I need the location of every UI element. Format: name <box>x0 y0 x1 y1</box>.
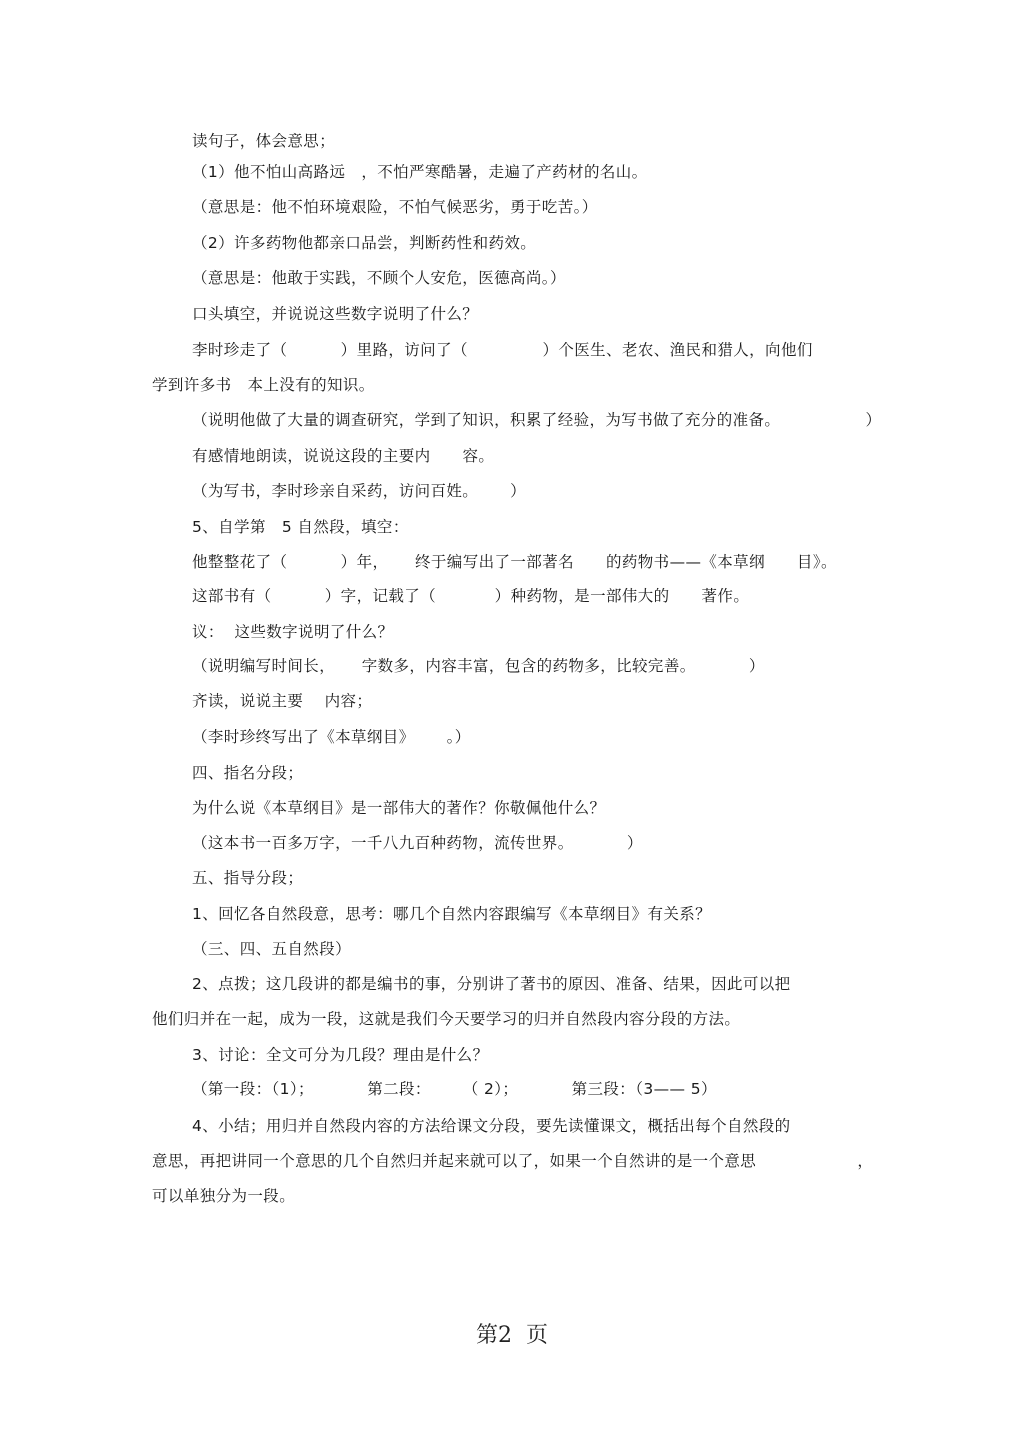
text-line-14: 这部书有（ ）字，记载了（ ）种药物，是一部伟大的 著作。 <box>192 587 750 605</box>
text-line-25: 2、点拨；这几段讲的都是编书的事，分别讲了著书的原因、准备、结果，因此可以把 <box>192 975 791 993</box>
text-line-30: 意思，再把讲同一个意思的几个自然归并起来就可以了，如果一个自然讲的是一个意思 ， <box>152 1152 874 1170</box>
text-line-26: 他们归并在一起，成为一段，这就是我们今天要学习的归并自然段内容分段的方法。 <box>152 1010 741 1028</box>
text-line-19: 四、指名分段； <box>192 764 304 782</box>
text-line-9: （说明他做了大量的调查研究，学到了知识，积累了经验，为写书做了充分的准备。 ） <box>192 411 882 429</box>
text-line-1: 读句子，体会意思； <box>192 132 336 150</box>
text-line-2: （1）他不怕山高路远 ，不怕严寒酷暑，走遍了产药材的名山。 <box>192 163 648 181</box>
text-line-27: 3、讨论：全文可分为几段？理由是什么？ <box>192 1046 489 1064</box>
text-line-4: （2）许多药物他都亲口品尝，判断药性和药效。 <box>192 234 537 252</box>
text-line-3: （意思是：他不怕环境艰险，不怕气候恶劣，勇于吃苦。） <box>192 198 598 216</box>
text-line-18: （李时珍终写出了《本草纲目》 。） <box>192 728 471 746</box>
text-line-10: 有感情地朗读，说说这段的主要内 容。 <box>192 447 495 465</box>
text-line-11: （为写书，李时珍亲自采药，访问百姓。 ） <box>192 482 527 500</box>
text-line-17: 齐读，说说主要 内容； <box>192 692 373 710</box>
text-line-12: 5、自学第 5 自然段，填空： <box>192 518 409 536</box>
text-line-15: 议： 这些数字说明了什么？ <box>192 623 394 641</box>
text-line-21: （这本书一百多万字，一千八九百种药物，流传世界。 ） <box>192 834 643 852</box>
text-line-6: 口头填空，并说说这些数字说明了什么？ <box>192 305 479 323</box>
text-line-13: 他整整花了（ ）年， 终于编写出了一部著名 的药物书——《本草纲 目》。 <box>192 553 837 571</box>
text-line-20: 为什么说《本草纲目》是一部伟大的著作？你敬佩他什么？ <box>192 799 606 817</box>
text-line-16: （说明编写时间长， 字数多，内容丰富，包含的药物多，比较完善。 ） <box>192 657 765 675</box>
text-line-8: 学到许多书 本上没有的知识。 <box>152 376 375 394</box>
text-line-29: 4、小结；用归并自然段内容的方法给课文分段，要先读懂课文，概括出每个自然段的 <box>192 1117 791 1135</box>
text-line-22: 五、指导分段； <box>192 869 304 887</box>
text-line-31: 可以单独分为一段。 <box>152 1187 296 1205</box>
text-line-5: （意思是：他敢于实践，不顾个人安危，医德高尚。） <box>192 269 566 287</box>
text-line-7: 李时珍走了（ ）里路，访问了（ ）个医生、老农、渔民和猎人，向他们 <box>192 341 813 359</box>
text-line-28: （第一段：（1）； 第二段： （ 2）； 第三段：（3—— 5） <box>192 1080 717 1098</box>
text-line-24: （三、四、五自然段） <box>192 940 352 958</box>
page-number: 第2 页 <box>476 1323 548 1348</box>
text-line-23: 1、回忆各自然段意，思考：哪几个自然内容跟编写《本草纲目》有关系？ <box>192 905 712 923</box>
